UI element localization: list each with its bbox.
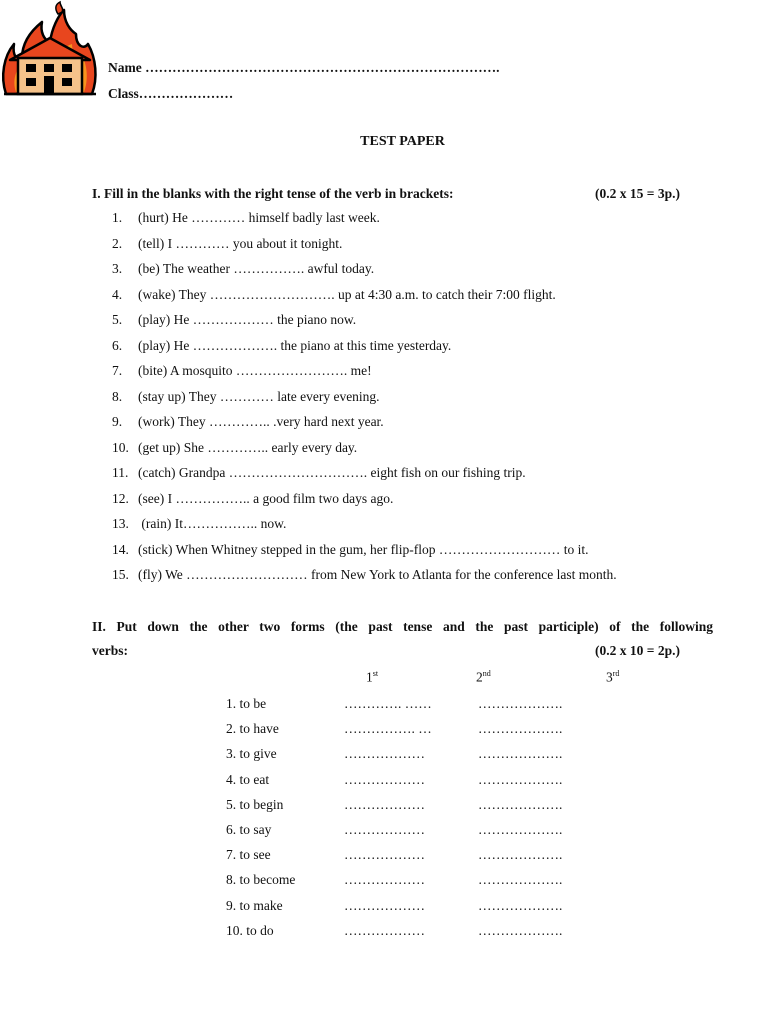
past-participle-blank: ………………. (478, 771, 563, 787)
item-number: 8. (112, 388, 123, 404)
verb-number: 2. (226, 721, 237, 737)
item-text: (bite) A mosquito ……………………. me! (138, 363, 372, 378)
verb-row (226, 695, 563, 720)
verb-label (226, 771, 336, 789)
item-text: (get up) She ………….. early every day. (138, 439, 358, 455)
verb-row (226, 821, 563, 846)
verb-number: 6. (226, 821, 237, 837)
list-item (112, 235, 617, 261)
verb-text: to give (239, 746, 277, 762)
verb-label (226, 821, 336, 839)
class-field-line: Class………………… (108, 86, 234, 101)
list-item (112, 413, 617, 439)
item-number: 9. (112, 414, 123, 429)
item-number: 7. (112, 363, 123, 378)
item-number: 11. (112, 465, 129, 480)
past-tense-blank: ……………. … (344, 721, 432, 737)
verb-label (226, 922, 336, 940)
section2-heading (92, 619, 713, 661)
verb-row (226, 846, 563, 871)
verb-row (226, 771, 563, 796)
verb-label (226, 745, 336, 763)
item-number: 4. (112, 286, 123, 302)
name-field-line: Name ……………………………………………………………………. (108, 60, 500, 75)
past-participle-blank: ………………. (478, 746, 563, 762)
verb-row (226, 922, 563, 947)
column-ordinal: nd (482, 669, 491, 678)
item-number: 12. (112, 490, 129, 506)
verb-number: 10. (226, 922, 243, 938)
item-number: 5. (112, 312, 123, 327)
list-item (112, 490, 617, 516)
past-tense-blank: ……………… (344, 821, 425, 837)
section2-instruction: II. Put down the other two forms (the past tense and the past participle) of the following (92, 619, 713, 634)
item-text: (work) They ………….. .very hard next year. (138, 414, 384, 429)
verb-text: to say (239, 821, 272, 837)
past-tense-blank: ……………… (344, 897, 425, 913)
past-tense-blank: ……………… (344, 847, 425, 863)
item-number: 3. (112, 261, 123, 276)
past-participle-blank: ………………. (478, 796, 563, 812)
verb-number: 4. (226, 771, 237, 787)
past-tense-blank: ……………… (344, 922, 425, 938)
column-ordinal: rd (612, 669, 620, 678)
list-item (112, 566, 617, 592)
section2-instruction-line2 (92, 643, 713, 661)
list-item (112, 515, 617, 541)
column-number: 1 (366, 669, 373, 685)
fill-blank-list (112, 209, 617, 592)
verb-label (226, 846, 336, 864)
item-number: 6. (112, 337, 123, 353)
verb-row (226, 720, 563, 745)
page-title: TEST PAPER (360, 134, 445, 149)
section2-score: (0.2 x 10 = 2p.) (595, 643, 680, 658)
list-item (112, 464, 617, 490)
item-text: (play) He ……………… the piano now. (138, 312, 357, 327)
item-number: 10. (112, 439, 129, 455)
item-number: 2. (112, 235, 123, 251)
verb-number: 9. (226, 897, 237, 913)
list-item (112, 439, 617, 465)
verb-label (226, 695, 336, 713)
list-item (112, 541, 617, 567)
list-item (112, 311, 617, 337)
item-text: (stick) When Whitney stepped in the gum, her flip-flop ……………………… to it. (138, 541, 589, 557)
verb-number: 8. (226, 872, 237, 888)
past-participle-blank: ………………. (478, 922, 563, 938)
item-number: 13. (112, 516, 129, 531)
past-participle-blank: ………………. (478, 872, 563, 888)
past-participle-blank: ………………. (478, 721, 563, 737)
house-on-fire-logo (0, 0, 100, 100)
verb-row (226, 745, 563, 770)
list-item (112, 209, 617, 235)
column-label-2nd (476, 669, 491, 686)
verb-label (226, 796, 336, 814)
past-tense-blank: ……………… (344, 771, 425, 787)
verb-text: to have (239, 721, 279, 737)
item-number: 14. (112, 541, 129, 557)
list-item (112, 337, 617, 363)
item-text: (play) He ………………. the piano at this time yesterday. (138, 337, 452, 353)
item-number: 1. (112, 210, 123, 225)
verb-number: 5. (226, 796, 237, 812)
verb-text: to make (239, 897, 283, 913)
past-participle-blank: ………………. (478, 847, 563, 863)
item-number: 15. (112, 567, 129, 582)
past-tense-blank: …………. …… (344, 696, 432, 711)
list-item (112, 362, 617, 388)
verb-text: to eat (239, 771, 270, 787)
verb-text: to do (246, 922, 274, 938)
item-text: (hurt) He ………… himself badly last week. (138, 210, 380, 225)
list-item (112, 388, 617, 414)
section2-instruction-tail: verbs: (92, 643, 128, 658)
list-item (112, 286, 617, 312)
verb-text: to be (239, 696, 267, 711)
verb-label (226, 897, 336, 915)
verb-number: 1. (226, 696, 237, 711)
past-tense-blank: ……………… (344, 746, 425, 762)
item-text: (tell) I ………… you about it tonight. (138, 235, 343, 251)
item-text: (rain) It…………….. now. (138, 516, 287, 531)
verb-row (226, 871, 563, 896)
column-label-1st (366, 669, 378, 686)
item-text: (see) I …………….. a good film two days ago. (138, 490, 394, 506)
column-number: 2 (476, 669, 483, 685)
verb-row (226, 796, 563, 821)
verb-label (226, 720, 336, 738)
verb-forms-list (226, 695, 563, 947)
item-text: (catch) Grandpa …………………………. eight fish on our fishing trip. (138, 465, 526, 480)
verb-number: 3. (226, 746, 237, 762)
verb-text: to begin (239, 796, 284, 812)
verb-number: 7. (226, 847, 237, 863)
past-participle-blank: ………………. (478, 696, 563, 711)
column-label-3rd (606, 669, 619, 686)
verb-row (226, 897, 563, 922)
past-participle-blank: ………………. (478, 821, 563, 837)
verb-text: to become (239, 872, 296, 888)
item-text: (wake) They ………………………. up at 4:30 a.m. to catch their 7:00 flight. (138, 286, 556, 302)
column-number: 3 (606, 669, 613, 685)
section1-score: (0.2 x 15 = 3p.) (595, 186, 680, 201)
verb-text: to see (239, 847, 271, 863)
past-participle-blank: ………………. (478, 897, 563, 913)
section1-heading (92, 186, 692, 202)
column-ordinal: st (372, 669, 379, 678)
section1-instruction: I. Fill in the blanks with the right tense of the verb in brackets: (92, 186, 454, 201)
item-text: (be) The weather ……………. awful today. (138, 261, 375, 276)
past-tense-blank: ……………… (344, 796, 425, 812)
list-item (112, 260, 617, 286)
item-text: (fly) We ……………………… from New York to Atlanta for the conference last month. (138, 567, 617, 582)
verb-label (226, 871, 336, 889)
past-tense-blank: ……………… (344, 872, 425, 888)
item-text: (stay up) They ………… late every evening. (138, 388, 380, 404)
